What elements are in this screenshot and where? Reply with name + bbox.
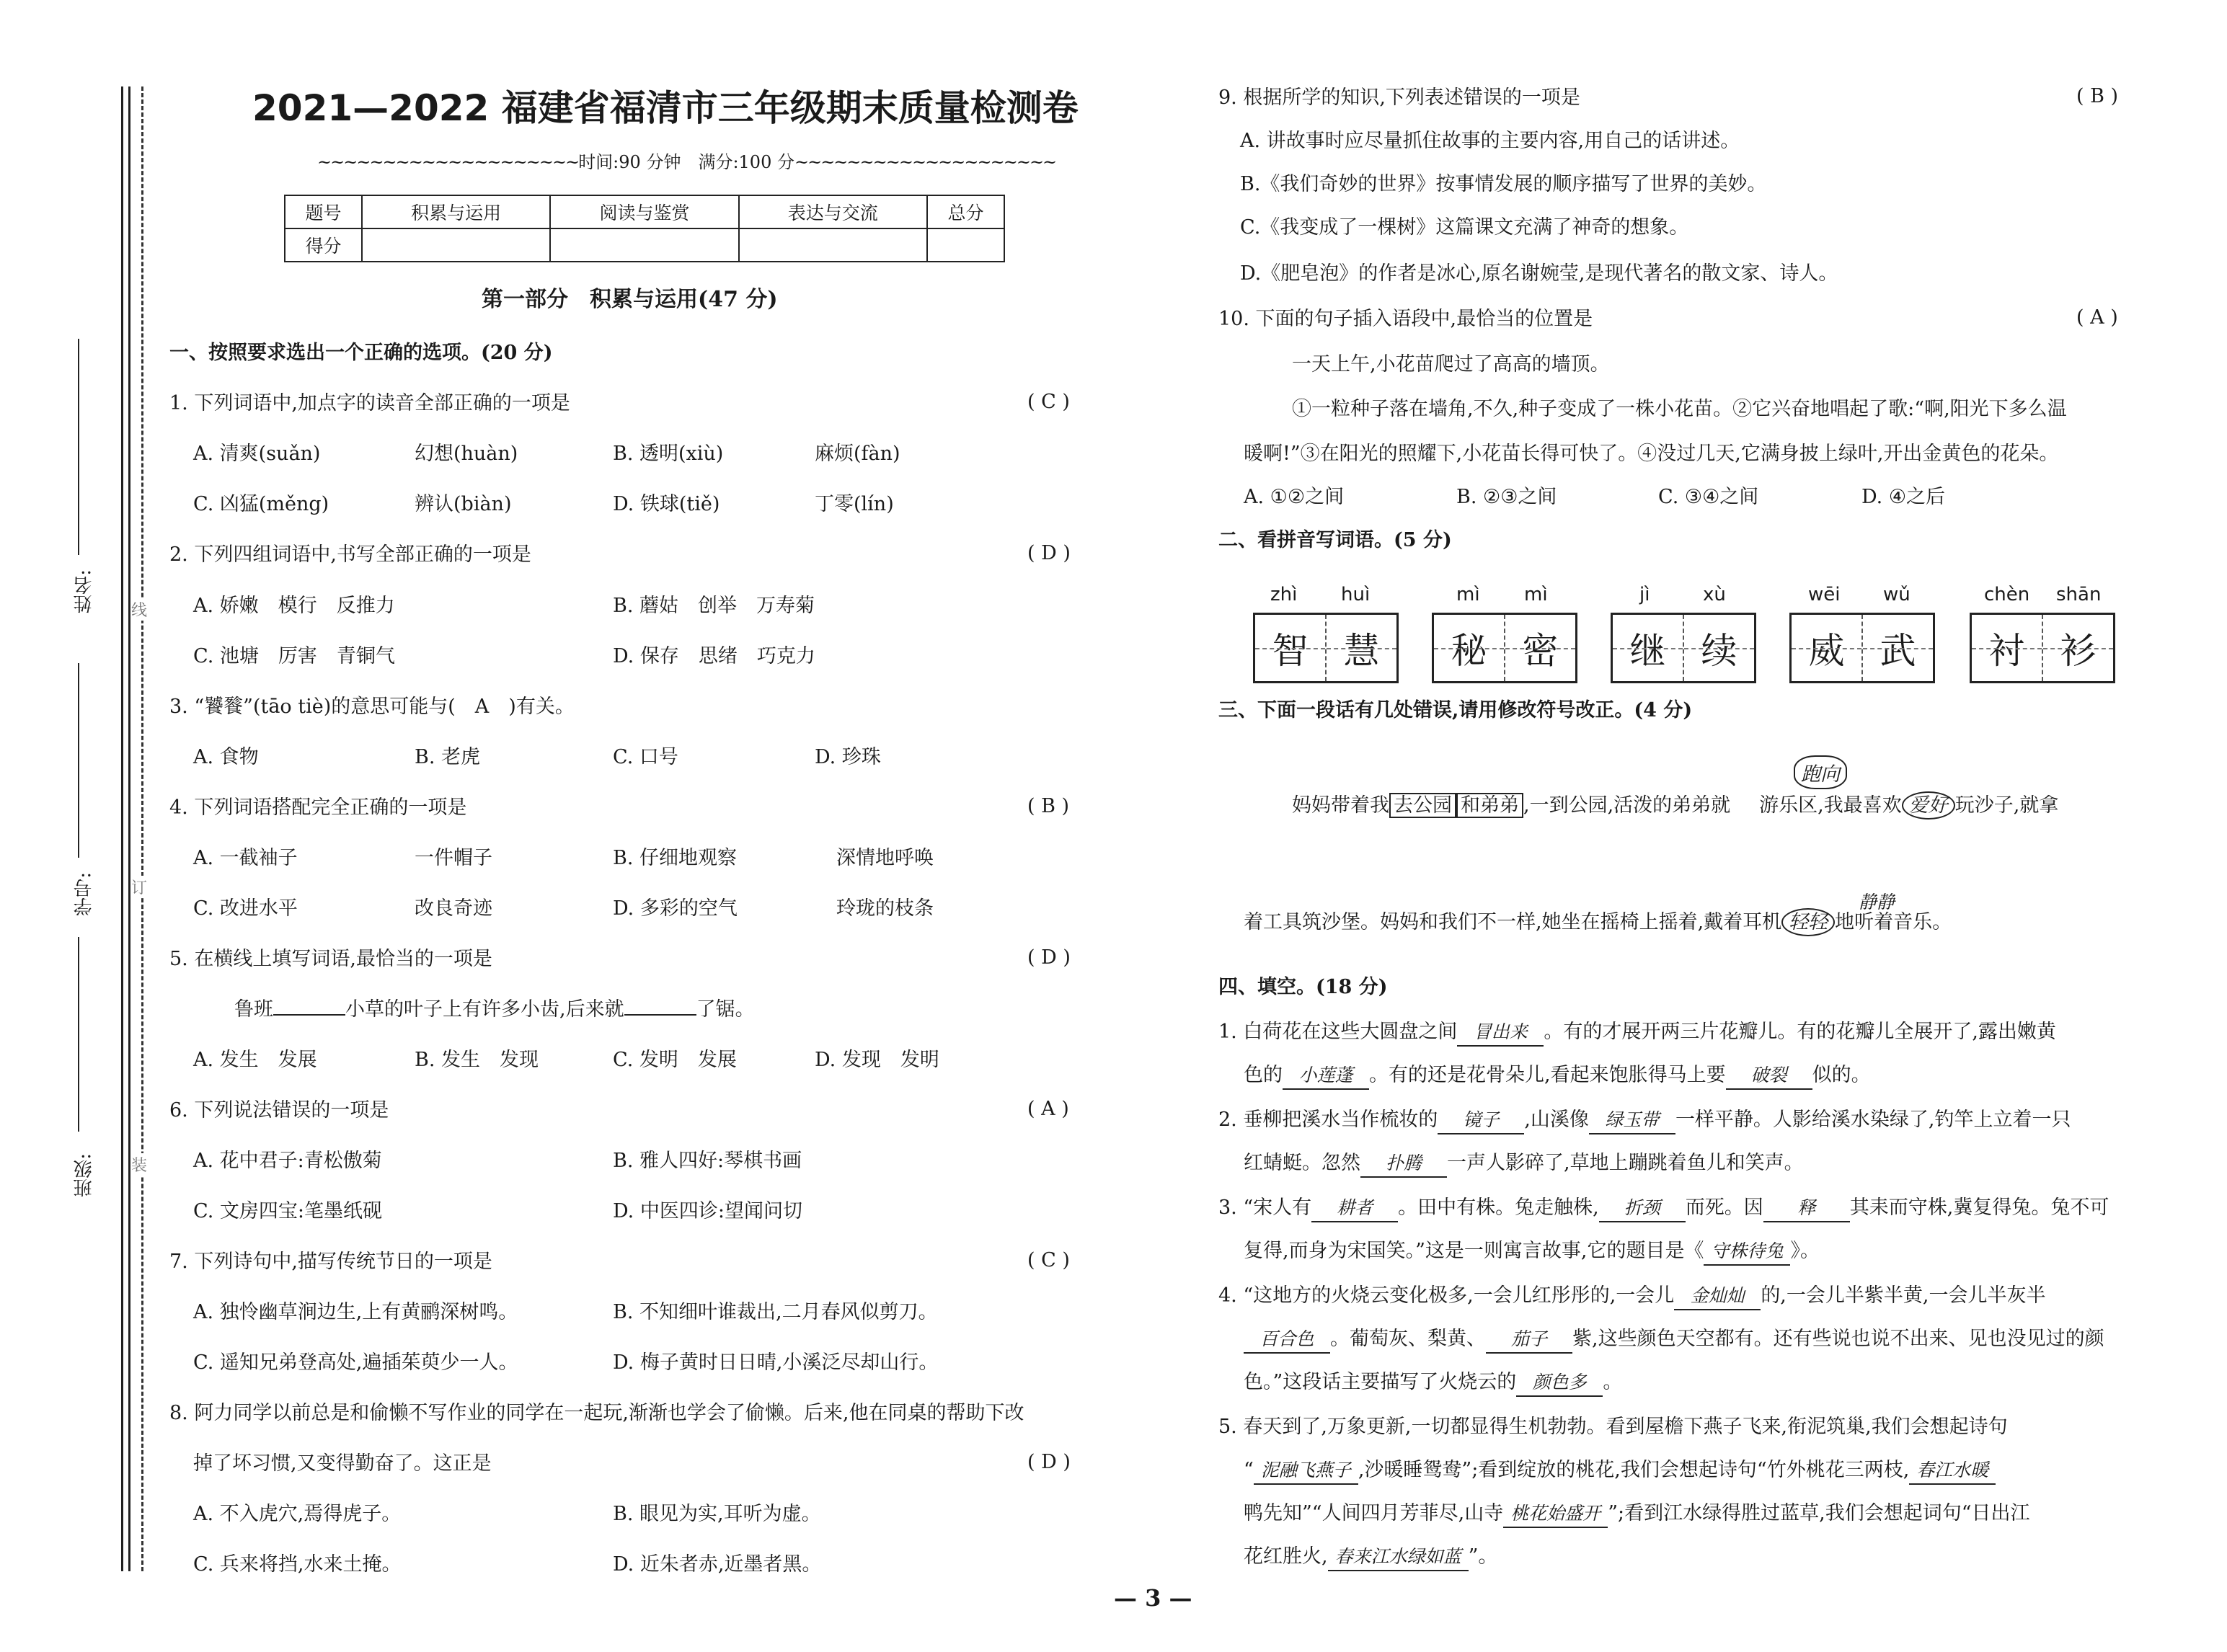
score-header: 总分 xyxy=(927,195,1004,228)
q10-para-1: ①一粒种子落在墙角,不久,种子变成了一株小花苗。②它兴奋地唱起了歌:“啊,阳光下多么温 xyxy=(1292,398,2067,420)
sec3-text: 妈妈带着我 xyxy=(1292,794,1389,817)
fill-5-line-3 xyxy=(1244,1501,2030,1528)
q4-option: 一件帽子 xyxy=(415,847,492,869)
q10-insert: 一天上午,小花苗爬过了高高的墙顶。 xyxy=(1292,353,1610,376)
fill-text: 一声人影碎了,草地上蹦跳着鱼儿和笑声。 xyxy=(1447,1152,1804,1174)
q5-option: C. 发明 发展 xyxy=(613,1049,737,1071)
fill-text: ,山溪像 xyxy=(1524,1109,1589,1131)
q6-stem: 6. 下列说法错误的一项是 xyxy=(169,1099,389,1122)
sec3-text: 游乐区,我最喜欢 xyxy=(1759,794,1902,817)
fill-4-line-1 xyxy=(1218,1283,2045,1310)
answer-char: 继 xyxy=(1613,615,1684,681)
q4-stem: 4. 下列词语搭配完全正确的一项是 xyxy=(169,796,467,819)
pinyin: huì xyxy=(1341,584,1371,605)
q5-option: A. 发生 发展 xyxy=(193,1049,317,1071)
q4-option: D. 多彩的空气 xyxy=(613,897,738,920)
q7-option: B. 不知细叶谁裁出,二月春风似剪刀。 xyxy=(613,1301,938,1323)
insertion-mark-2: 静静 xyxy=(1859,892,1895,912)
q1-option: D. 铁球(tiě) xyxy=(613,493,720,515)
q10-stem: 10. 下面的句子插入语段中,最恰当的位置是 xyxy=(1218,308,1593,330)
q4-option: 玲珑的枝条 xyxy=(836,897,934,920)
q7-answer: ( C ) xyxy=(1027,1249,1070,1271)
fill-answer: 镜子 xyxy=(1438,1107,1524,1134)
q1-option: 丁零(lín) xyxy=(815,493,894,515)
fill-5-line-4 xyxy=(1244,1544,1497,1571)
q5-blank xyxy=(273,1014,345,1016)
q5-option: D. 发现 发明 xyxy=(815,1049,939,1071)
q1-option: 辨认(biàn) xyxy=(415,493,512,515)
pinyin: wēi xyxy=(1808,584,1841,605)
fill-1-line-1 xyxy=(1218,1019,2056,1047)
fill-text: 而死。因 xyxy=(1685,1196,1763,1219)
swap-box: 和弟弟 xyxy=(1456,793,1523,818)
fill-answer: 冒出来 xyxy=(1457,1019,1544,1047)
q1-option: 幻想(huàn) xyxy=(415,443,518,465)
q5-sentence-c: 了锯。 xyxy=(696,998,755,1021)
q6-answer: ( A ) xyxy=(1027,1098,1069,1120)
q7-stem: 7. 下列诗句中,描写传统节日的一项是 xyxy=(169,1251,492,1273)
q4-option: A. 一截袖子 xyxy=(193,847,298,869)
deletion-circle: 爱好 xyxy=(1902,791,1955,820)
fill-answer: 折颈 xyxy=(1599,1195,1686,1222)
q2-option: A. 娇嫩 模行 反推力 xyxy=(193,595,395,617)
section-4-title: 四、填空。(18 分) xyxy=(1218,976,1388,998)
fill-text: 。有的才展开两三片花瓣儿。有的花瓣儿全展开了,露出嫩黄 xyxy=(1544,1021,2056,1043)
q6-option: A. 花中君子:青松傲菊 xyxy=(193,1150,382,1172)
insertion-mark-1: 跑向 xyxy=(1794,755,1847,789)
fill-text: 1. 白荷花在这些大圆盘之间 xyxy=(1218,1021,1458,1043)
answer-char: 衫 xyxy=(2043,615,2113,681)
score-header: 题号 xyxy=(285,195,362,228)
q8-answer: ( D ) xyxy=(1027,1451,1071,1473)
fill-text: 紫,这些颜色天空都有。还有些说也说不出来、见也没见过的颜 xyxy=(1572,1328,2104,1350)
answer-char: 慧 xyxy=(1327,615,1396,681)
q9-option: C.《我变成了一棵树》这篇课文充满了神奇的想象。 xyxy=(1240,216,1689,239)
fill-3-line-1 xyxy=(1218,1195,2109,1222)
answer-char: 密 xyxy=(1505,615,1575,681)
sec3-line-1 xyxy=(1292,793,2058,819)
subtitle: ~~~~~~~~~~~~~~~~~~~~时间:90 分钟 满分:100 分~~~~~~~~~~~~~~~~~~~~ xyxy=(317,152,1056,172)
fill-text: 红蜻蜓。忽然 xyxy=(1244,1152,1360,1174)
q1-option: A. 清爽(suǎn) xyxy=(193,443,321,465)
q9-answer: ( B ) xyxy=(2076,85,2119,107)
fill-text: 鸭先知”“人间四月芳菲尽,山寺 xyxy=(1244,1502,1504,1524)
fill-text: 》。 xyxy=(1790,1240,1820,1262)
fill-text: 。田中有株。兔走触株, xyxy=(1398,1196,1599,1219)
pinyin: jì xyxy=(1639,584,1650,605)
pinyin: chèn xyxy=(1984,584,2030,605)
fill-2-line-2 xyxy=(1244,1150,1804,1178)
fill-answer: 破裂 xyxy=(1726,1062,1812,1090)
fill-text: ,沙暖睡鸳鸯”;看到绽放的桃花,我们会想起诗句“竹外桃花三两枝, xyxy=(1358,1459,1910,1481)
fill-4-line-2 xyxy=(1244,1326,2104,1354)
q3-option: B. 老虎 xyxy=(415,746,481,768)
section-1-title: 一、按照要求选出一个正确的选项。(20 分) xyxy=(169,342,553,364)
fill-text: 一样平静。人影给溪水染绿了,钓竿上立着一只 xyxy=(1675,1109,2071,1131)
fill-text: 似的。 xyxy=(1812,1064,1871,1086)
page-title: 2021—2022 福建省福清市三年级期末质量检测卷 xyxy=(252,87,1079,129)
q1-option: 麻烦(fàn) xyxy=(815,443,900,465)
q9-stem: 9. 根据所学的知识,下列表述错误的一项是 xyxy=(1218,86,1580,109)
q3-option: A. 食物 xyxy=(193,746,259,768)
class-line xyxy=(78,937,79,1132)
cut-mark-3: 装 xyxy=(131,1153,147,1176)
subtitle-text: 时间:90 分钟 满分:100 分 xyxy=(578,152,794,172)
fill-answer: 茄子 xyxy=(1486,1326,1572,1354)
q2-option: C. 池塘 厉害 青铜气 xyxy=(193,645,395,667)
fill-text: ”;看到江水绿得胜过蓝草,我们会想起词句“日出江 xyxy=(1608,1502,2030,1524)
q8-option: A. 不入虎穴,焉得虎子。 xyxy=(193,1503,402,1525)
fill-answer: 春来江水绿如蓝 xyxy=(1328,1544,1469,1571)
q8-option: D. 近朱者赤,近墨者黑。 xyxy=(613,1553,822,1576)
fill-text: 复得,而身为宋国笑。”这是一则寓言故事,它的题目是《 xyxy=(1244,1240,1704,1262)
q10-para-2: 暖啊!”③在阳光的照耀下,小花苗长得可快了。④没过几天,它满身披上绿叶,开出金黄色的花朵。 xyxy=(1244,443,2059,465)
fill-answer: 泥融飞燕子 xyxy=(1254,1457,1358,1485)
section-2-title: 二、看拼音写词语。(5 分) xyxy=(1218,529,1452,551)
part1-title: 第一部分 积累与运用(47 分) xyxy=(482,287,778,312)
sec3-line-2 xyxy=(1244,910,1952,936)
cut-line xyxy=(141,86,143,1571)
q10-option: C. ③④之间 xyxy=(1658,486,1759,508)
fill-answer: 桃花始盛开 xyxy=(1503,1501,1608,1528)
q6-option: C. 文房四宝:笔墨纸砚 xyxy=(193,1200,382,1222)
class-label: 班级: xyxy=(74,1153,95,1197)
fill-text: 花红胜火, xyxy=(1244,1545,1328,1568)
pinyin: wǔ xyxy=(1883,584,1911,605)
q8-stem-1: 8. 阿力同学以前总是和偷懒不写作业的同学在一起玩,渐渐也学会了偷懒。后来,他在同桌的帮助下改 xyxy=(169,1402,1024,1424)
q1-answer: ( C ) xyxy=(1027,391,1070,413)
pinyin: shān xyxy=(2056,584,2102,605)
fill-5-line-2 xyxy=(1244,1457,1996,1485)
sec3-text: 玩沙子,就拿 xyxy=(1954,794,2059,817)
pinyin: mì xyxy=(1456,584,1480,605)
answer-char: 威 xyxy=(1792,615,1863,681)
sec3-text: 地听着音乐。 xyxy=(1835,911,1952,933)
fill-answer: 春江水暖 xyxy=(1909,1457,1996,1485)
fill-text: ”。 xyxy=(1468,1545,1498,1568)
answer-char: 秘 xyxy=(1434,615,1505,681)
q1-option: C. 凶猛(měng) xyxy=(193,493,329,515)
fill-text: 的,一会儿半紫半黄,一会儿半灰半 xyxy=(1761,1284,2046,1307)
fill-answer: 颜色多 xyxy=(1516,1369,1603,1397)
q2-option: D. 保存 思绪 巧克力 xyxy=(613,645,815,667)
fill-answer: 守株待兔 xyxy=(1704,1238,1790,1266)
score-row-label: 得分 xyxy=(285,228,362,262)
pinyin: xù xyxy=(1703,584,1726,605)
page-number: — 3 — xyxy=(1114,1584,1192,1612)
answer-char: 武 xyxy=(1863,615,1933,681)
tianzi-box xyxy=(1970,613,2115,683)
fill-answer: 扑腾 xyxy=(1360,1150,1447,1178)
name-label: 姓名: xyxy=(74,569,95,613)
sec3-text: ,一到公园,活泼的弟弟就 xyxy=(1523,794,1731,817)
q9-option: D.《肥皂泡》的作者是冰心,原名谢婉莹,是现代著名的散文家、诗人。 xyxy=(1240,262,1838,285)
score-header: 阅读与鉴赏 xyxy=(550,195,738,228)
answer-char: 智 xyxy=(1255,615,1327,681)
q6-option: B. 雅人四好:琴棋书画 xyxy=(613,1150,802,1172)
q3-option: C. 口号 xyxy=(613,746,678,768)
score-cell[interactable] xyxy=(739,228,927,262)
fill-1-line-2 xyxy=(1244,1062,1871,1090)
q5-answer: ( D ) xyxy=(1027,946,1071,969)
binding-line-2 xyxy=(128,86,130,1571)
fill-4-line-3 xyxy=(1244,1369,1622,1397)
q10-option: D. ④之后 xyxy=(1861,486,1946,508)
score-header: 积累与运用 xyxy=(362,195,550,228)
q8-stem-2: 掉了坏习惯,又变得勤奋了。这正是 xyxy=(193,1452,492,1475)
fill-answer: 耕者 xyxy=(1311,1195,1398,1222)
q5-option: B. 发生 发现 xyxy=(415,1049,539,1071)
q8-option: B. 眼见为实,耳听为虚。 xyxy=(613,1503,821,1525)
fill-answer: 小莲蓬 xyxy=(1283,1062,1369,1090)
q5-sentence-b: 小草的叶子上有许多小齿,后来就 xyxy=(345,998,624,1021)
q10-option: B. ②③之间 xyxy=(1456,486,1557,508)
section-3-title: 三、下面一段话有几处错误,请用修改符号改正。(4 分) xyxy=(1218,699,1693,721)
fill-text: 。葡萄灰、梨黄、 xyxy=(1330,1328,1486,1350)
fill-text: 色。”这段话主要描写了火烧云的 xyxy=(1244,1371,1517,1393)
fill-text: 。有的还是花骨朵儿,看起来饱胀得马上要 xyxy=(1369,1064,1726,1086)
deletion-circle: 轻轻 xyxy=(1781,908,1835,936)
binding-line xyxy=(121,86,123,1571)
fill-text: “ xyxy=(1244,1459,1254,1481)
tianzi-box xyxy=(1253,613,1399,683)
q2-stem: 2. 下列四组词语中,书写全部正确的一项是 xyxy=(169,543,531,566)
fill-answer: 释 xyxy=(1763,1195,1850,1222)
fill-5-line-1: 5. 春天到了,万象更新,一切都显得生机勃勃。看到屋檐下燕子飞来,衔泥筑巢,我们会想起诗句 xyxy=(1218,1416,2008,1438)
sec3-text: 着工具筑沙堡。妈妈和我们不一样,她坐在摇椅上摇着,戴着耳机 xyxy=(1244,911,1782,933)
swap-box: 去公园 xyxy=(1389,793,1456,818)
q2-option: B. 蘑姑 创举 万寿菊 xyxy=(613,595,815,617)
q7-option: D. 梅子黄时日日晴,小溪泛尽却山行。 xyxy=(613,1351,939,1374)
q4-option: 改良奇迹 xyxy=(415,897,492,920)
score-cell[interactable] xyxy=(550,228,738,262)
cut-mark-1: 线 xyxy=(131,598,147,621)
q6-option: D. 中医四诊:望闻问切 xyxy=(613,1200,802,1222)
answer-char: 续 xyxy=(1684,615,1754,681)
q9-option: B.《我们奇妙的世界》按事情发展的顺序描写了世界的美妙。 xyxy=(1240,173,1767,195)
q3-stem: 3. “饕餮”(tāo tiè)的意思可能与( A )有关。 xyxy=(169,696,575,718)
tianzi-box xyxy=(1432,613,1577,683)
name-line xyxy=(78,339,79,555)
q5-sentence-a: 鲁班 xyxy=(234,998,273,1021)
score-cell[interactable] xyxy=(927,228,1004,262)
q2-answer: ( D ) xyxy=(1027,542,1071,564)
q4-option: 深情地呼唤 xyxy=(836,847,934,869)
q9-option: A. 讲故事时应尽量抓住故事的主要内容,用自己的话讲述。 xyxy=(1240,130,1740,152)
q10-answer: ( A ) xyxy=(2076,306,2118,329)
q5-stem: 5. 在横线上填写词语,最恰当的一项是 xyxy=(169,948,492,970)
score-cell[interactable] xyxy=(362,228,550,262)
cut-mark-2: 订 xyxy=(131,876,147,898)
fill-2-line-1 xyxy=(1218,1107,2071,1134)
answer-char: 衬 xyxy=(1972,615,2043,681)
fill-answer: 金灿灿 xyxy=(1674,1283,1761,1310)
fill-text: 4. “这地方的火烧云变化极多,一会儿红彤彤的,一会儿 xyxy=(1218,1284,1675,1307)
tianzi-box xyxy=(1789,613,1935,683)
score-table xyxy=(284,195,1005,262)
q5-blank xyxy=(624,1014,696,1016)
q7-option: C. 遥知兄弟登高处,遍插茱萸少一人。 xyxy=(193,1351,518,1374)
q3-option: D. 珍珠 xyxy=(815,746,881,768)
fill-3-line-2 xyxy=(1244,1238,1820,1266)
q5-sentence xyxy=(234,997,755,1023)
pinyin: mì xyxy=(1524,584,1548,605)
fill-text: 。 xyxy=(1603,1371,1623,1393)
q1-option: B. 透明(xiù) xyxy=(613,443,724,465)
score-header: 表达与交流 xyxy=(739,195,927,228)
q1-stem: 1. 下列词语中,加点字的读音全部正确的一项是 xyxy=(169,392,570,414)
fill-text: 2. 垂柳把溪水当作梳妆的 xyxy=(1218,1109,1438,1131)
fill-text: 3. “宋人有 xyxy=(1218,1196,1312,1219)
q8-option: C. 兵来将挡,水来土掩。 xyxy=(193,1553,402,1576)
fill-text: 其耒而守株,冀复得兔。兔不可 xyxy=(1849,1196,2109,1219)
q4-option: C. 改进水平 xyxy=(193,897,298,920)
q4-option: B. 仔细地观察 xyxy=(613,847,738,869)
q4-answer: ( B ) xyxy=(1027,795,1070,817)
fill-answer: 绿玉带 xyxy=(1589,1107,1675,1134)
fill-text: 色的 xyxy=(1244,1064,1283,1086)
id-label: 学号: xyxy=(74,872,95,916)
pinyin: zhì xyxy=(1270,584,1298,605)
tianzi-box xyxy=(1611,613,1756,683)
id-line xyxy=(78,663,79,858)
fill-answer: 百合色 xyxy=(1244,1326,1330,1354)
q7-option: A. 独怜幽草涧边生,上有黄鹂深树鸣。 xyxy=(193,1301,518,1323)
q10-option: A. ①②之间 xyxy=(1244,486,1345,508)
